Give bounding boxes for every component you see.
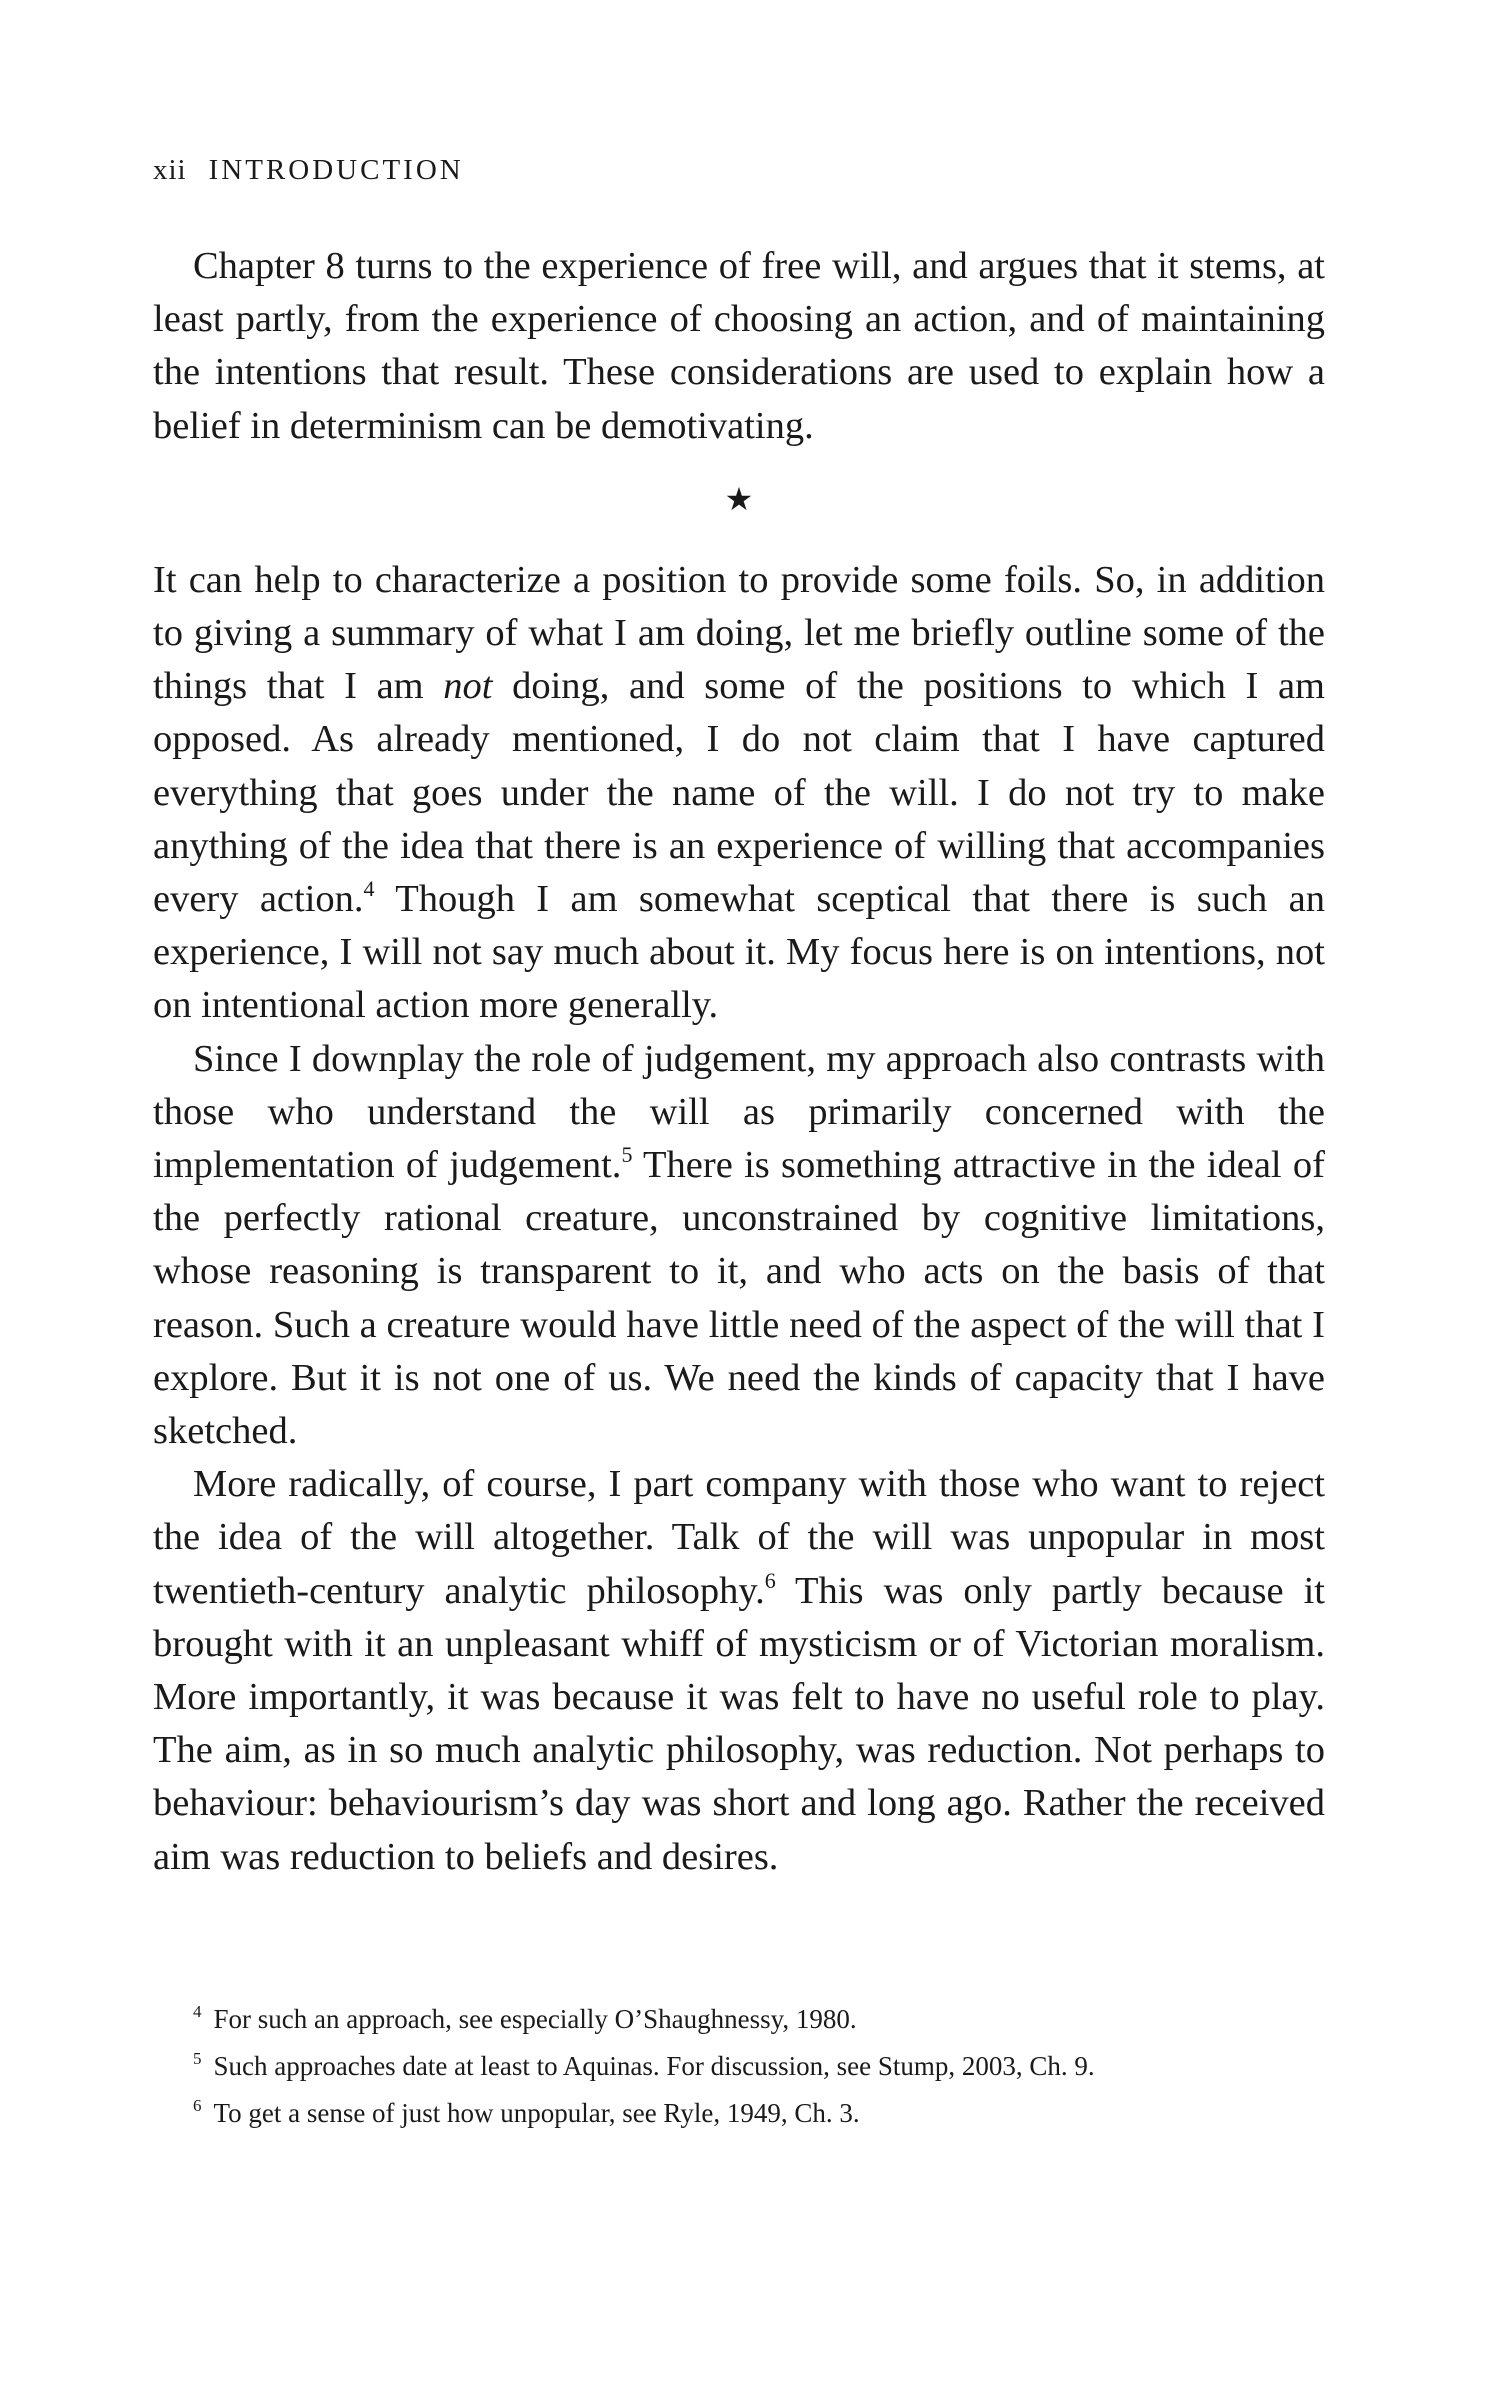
footnote-ref-4[interactable]: 4 — [363, 876, 375, 902]
emphasis-not: not — [443, 665, 493, 708]
footnote-text: For such an approach, see especially O’Shaughnessy, 1980. — [213, 2004, 857, 2034]
paragraph-foils: It can help to characterize a position to provide some foils. So, in addition to giving a summary of what I am doing, let me briefly outline some of the things that I am not doing, and some of the positions to which I am opposed. As already mentioned, I do not claim that I have captured everything that goes under the name of the will. I do not try to make anything of the idea that there is an experience of willing that accompanies every action.$^4$ Though I am somewhat sceptical that there is such an experience, I will not say much about it. My focus here is on intentions, not on intentional action more generally. — [153, 558, 1325, 1027]
body-text — [153, 240, 1325, 1884]
footnote-text: Such approaches date at least to Aquinas. For discussion, see Stump, 2003, Ch. 9. — [213, 2051, 1095, 2081]
running-head-title: INTRODUCTION — [208, 154, 464, 186]
footnote-6 — [153, 2086, 1325, 2133]
footnote-4 — [153, 1992, 1325, 2039]
footnote-5 — [153, 2039, 1325, 2086]
footnote-ref-6[interactable]: 6 — [764, 1567, 776, 1593]
footnote-text: To get a sense of just how unpopular, see Ryle, 1949, Ch. 3. — [213, 2098, 860, 2128]
running-head — [153, 150, 464, 190]
paragraph-radically: More radically, of course, I part company with those who want to reject the idea of the will altogether. Talk of the will was unpopular in most twentieth-century analytic philosophy.$^6$ This was only partly because it brought with it an unpleasant whiff of mysticism or of Victorian moralism. More importantly, it was because it was felt to have no useful role to play. The aim, as in so much analytic philosophy, was reduction. Not perhaps to behaviour: behaviourism’s day was short and long ago. Rather the received aim was reduction to beliefs and desires. — [153, 1463, 1325, 1878]
footnote-ref-5[interactable]: 5 — [621, 1142, 633, 1168]
footnote-marker: 5 — [193, 2049, 202, 2068]
footnotes — [153, 1992, 1325, 2133]
footnote-marker: 4 — [193, 2002, 202, 2021]
section-break-star: ★ — [724, 480, 754, 517]
paragraph-chapter-8: Chapter 8 turns to the experience of free will, and argues that it stems, at least partly, from the experience of choosing an action, and of maintaining the intentions that result. These considerations are used to explain how a belief in determinism can be demotivating. — [153, 245, 1325, 447]
footnote-marker: 6 — [193, 2096, 202, 2115]
page-number: xii — [153, 154, 187, 186]
paragraph-judgement: Since I downplay the role of judgement, my approach also contrasts with those who understand the will as primarily concerned with the implementation of judgement.$^5$ There is something attractive in the ideal of the perfectly rational creature, unconstrained by cognitive limitations, whose reasoning is transparent to it, and who acts on the basis of that reason. Such a creature would have little need of the aspect of the will that I explore. But it is not one of us. We need the kinds of capacity that I have sketched. — [153, 1037, 1325, 1453]
